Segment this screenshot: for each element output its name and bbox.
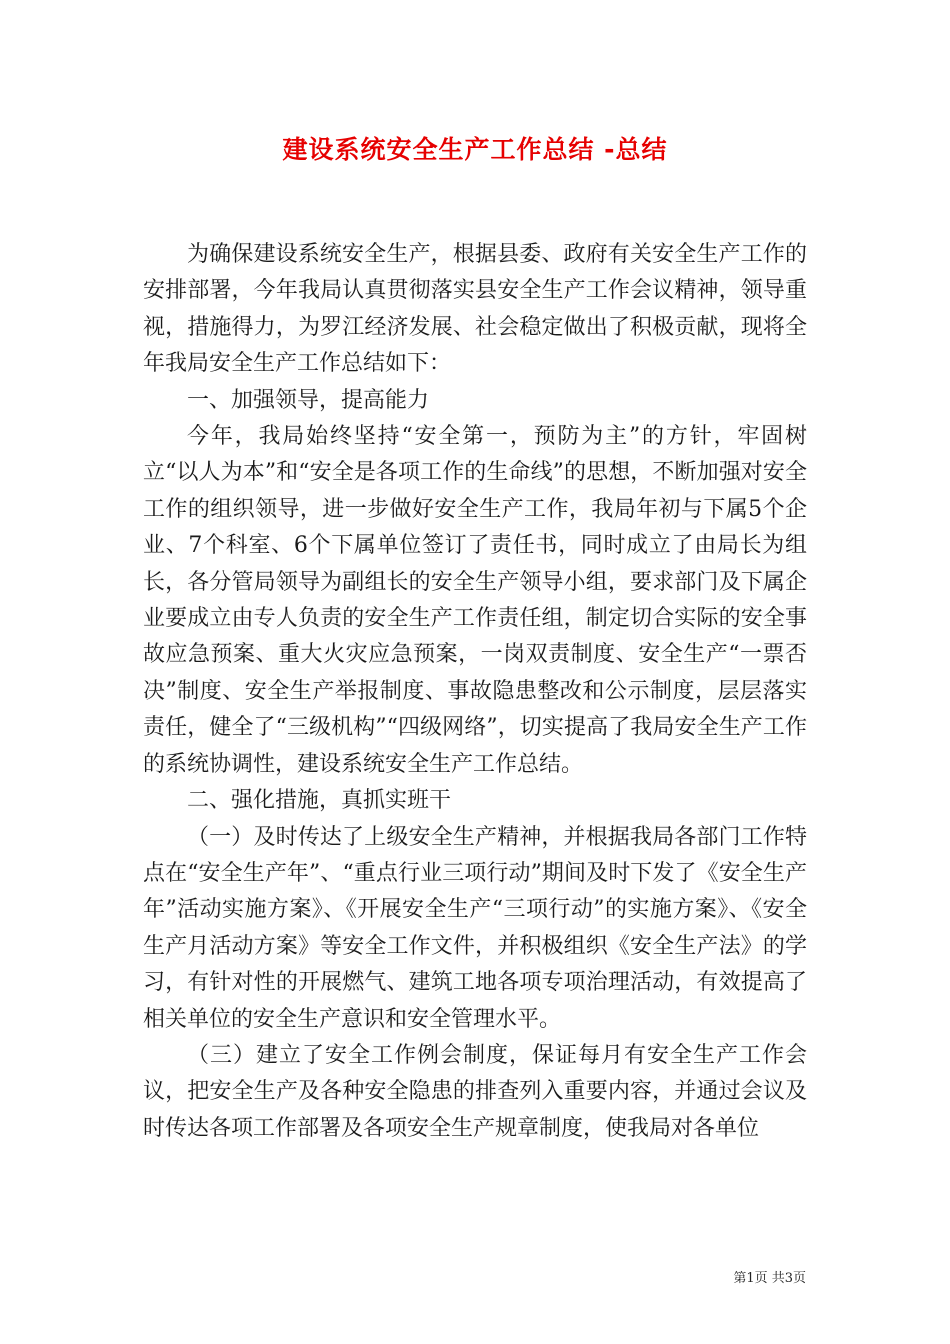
section-heading-1: 一、加强领导，提高能力 (187, 387, 430, 413)
document-body (143, 237, 807, 1147)
page-number-footer: 第1页 共3页 (733, 1271, 806, 1286)
paragraph-item-1: （一）及时传达了上级安全生产精神，并根据我局各部门工作特点在“安全生产年”、“重点行业三项行动”期间及时下发了《安全生产年”活动实施方案》、《开展安全生产“三项行动”的实施方案》、《安全生产月活动方案》等安全工作文件，并积极组织《安全生产法》的学习，有针对性的开展燃气、建筑工地各项专项治理活动，有效提高了相关单位的安全生产意识和安全管理水平。 (143, 824, 807, 1032)
section-heading-2: 二、强化措施，真抓实班干 (187, 788, 452, 814)
paragraph-section-1: 今年，我局始终坚持“安全第一，预防为主”的方针，牢固树立“以人为本”和“安全是各项工作的生命线”的思想，不断加强对安全工作的组织领导，进一步做好安全生产工作，我局年初与下属5个企业、7个科室、6个下属单位签订了责任书，同时成立了由局长为组长，各分管局领导为副组长的安全生产领导小组，要求部门及下属企业要成立由专人负责的安全生产工作责任组，制定切合实际的安全事故应急预案、重大火灾应急预案，一岗双责制度、安全生产“一票否决”制度、安全生产举报制度、事故隐患整改和公示制度，层层落实责任，健全了“三级机构”“四级网络”，切实提高了我局安全生产工作的系统协调性，建设系统安全生产工作总结。 (143, 424, 807, 777)
document-title: 建设系统安全生产工作总结 -总结 (282, 135, 668, 164)
paragraph-item-3: （三）建立了安全工作例会制度，保证每月有安全生产工作会议，把安全生产及各种安全隐患的排查列入重要内容，并通过会议及时传达各项工作部署及各项安全生产规章制度，使我局对各单位 (143, 1042, 807, 1141)
paragraph-intro: 为确保建设系统安全生产，根据县委、政府有关安全生产工作的安排部署，今年我局认真贯彻落实县安全生产工作会议精神，领导重视，措施得力，为罗江经济发展、社会稳定做出了积极贡献，现将全年我局安全生产工作总结如下： (143, 242, 807, 377)
